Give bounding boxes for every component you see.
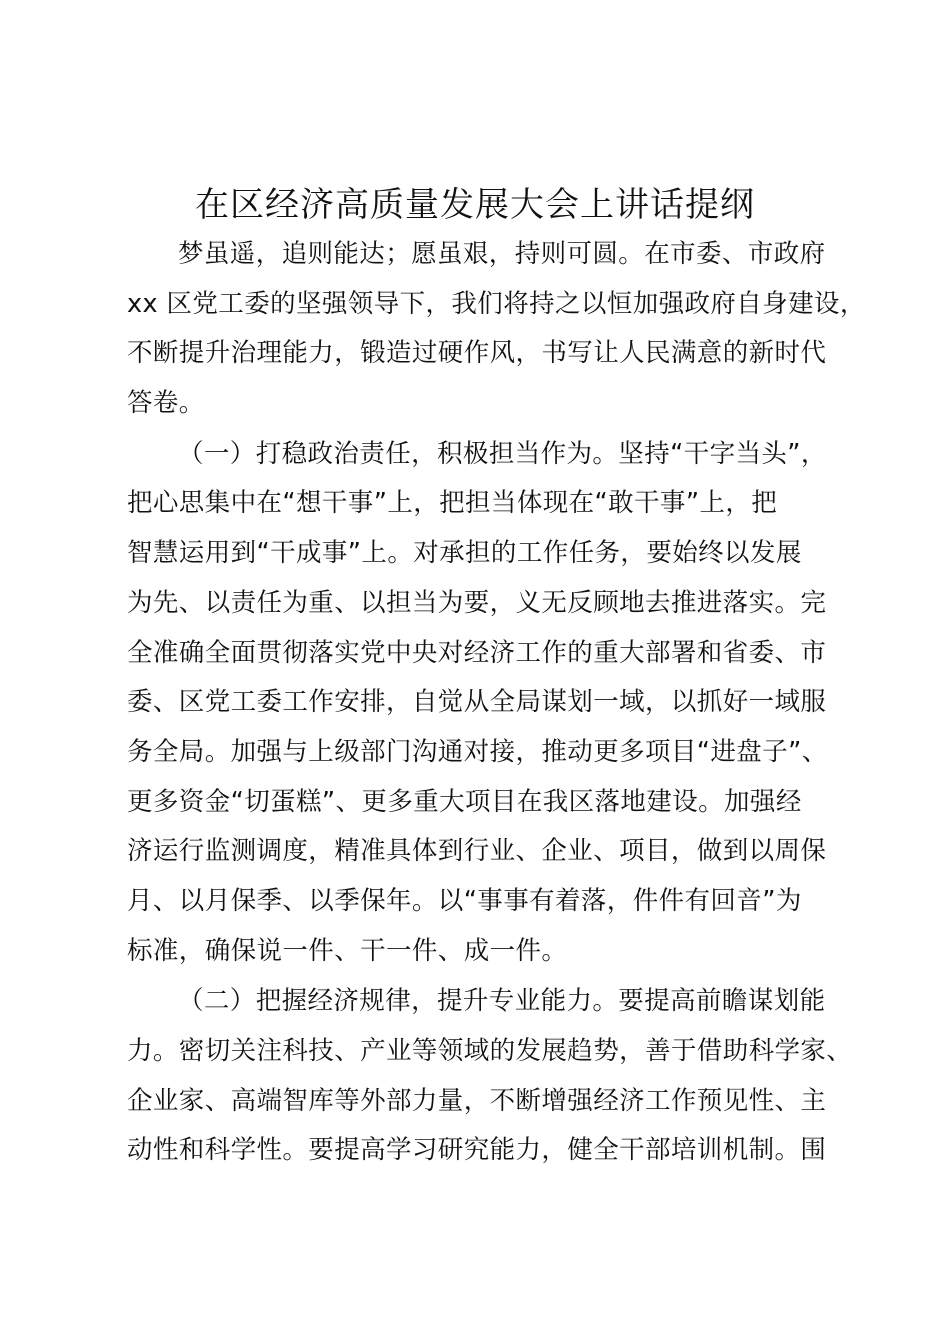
text-line: 力。密切关注科技、产业等领域的发展趋势，善于借助科学家、	[127, 1036, 853, 1066]
text-line: （二）把握经济规律，提升专业能力。要提高前瞻谋划能	[178, 986, 826, 1017]
text-line: 委、区党工委工作安排，自觉从全局谋划一域，以抓好一域服	[127, 687, 827, 718]
document-title: 在区经济高质量发展大会上讲话提纲	[195, 185, 755, 225]
text-line: 答卷。	[127, 388, 205, 419]
text-line: （一）打稳政治责任，积极担当作为。坚持“干字当头”，	[178, 438, 827, 469]
text-line: 动性和科学性。要提高学习研究能力，健全干部培训机制。围	[127, 1135, 827, 1166]
text-line: 梦虽遥，追则能达；愿虽艰，持则可圆。在市委、市政府	[178, 239, 826, 269]
text-line: 济运行监测调度，精准具体到行业、企业、项目，做到以周保	[127, 836, 827, 867]
text-line: 把心思集中在“想干事”上，把担当体现在“敢干事”上，把	[127, 488, 778, 519]
text-line: 月、以月保季、以季保年。以“事事有着落，件件有回音”为	[127, 885, 802, 916]
text-line: 务全局。加强与上级部门沟通对接，推动更多项目“进盘子”、	[127, 736, 828, 767]
text-line: 全准确全面贯彻落实党中央对经济工作的重大部署和省委、市	[127, 637, 827, 668]
document-body	[127, 230, 866, 1177]
text-line: xx 区党工委的坚强领导下，我们将持之以恒加强政府自身建设，	[127, 288, 866, 319]
paragraph-intro	[127, 230, 866, 429]
text-line: 企业家、高端智库等外部力量，不断增强经济工作预见性、主	[127, 1085, 827, 1116]
paragraph-section-2	[127, 977, 853, 1176]
text-line: 标准，确保说一件、干一件、成一件。	[127, 935, 568, 966]
text-line: 不断提升治理能力，锻造过硬作风，书写让人民满意的新时代	[127, 338, 827, 369]
paragraph-section-1	[127, 430, 847, 977]
text-line: 为先、以责任为重、以担当为要，义无反顾地去推进落实。完	[127, 587, 827, 618]
text-line: 更多资金“切蛋糕”、更多重大项目在我区落地建设。加强经	[127, 786, 802, 817]
text-line: 智慧运用到“干成事”上。对承担的工作任务，要始终以发展	[127, 538, 802, 569]
